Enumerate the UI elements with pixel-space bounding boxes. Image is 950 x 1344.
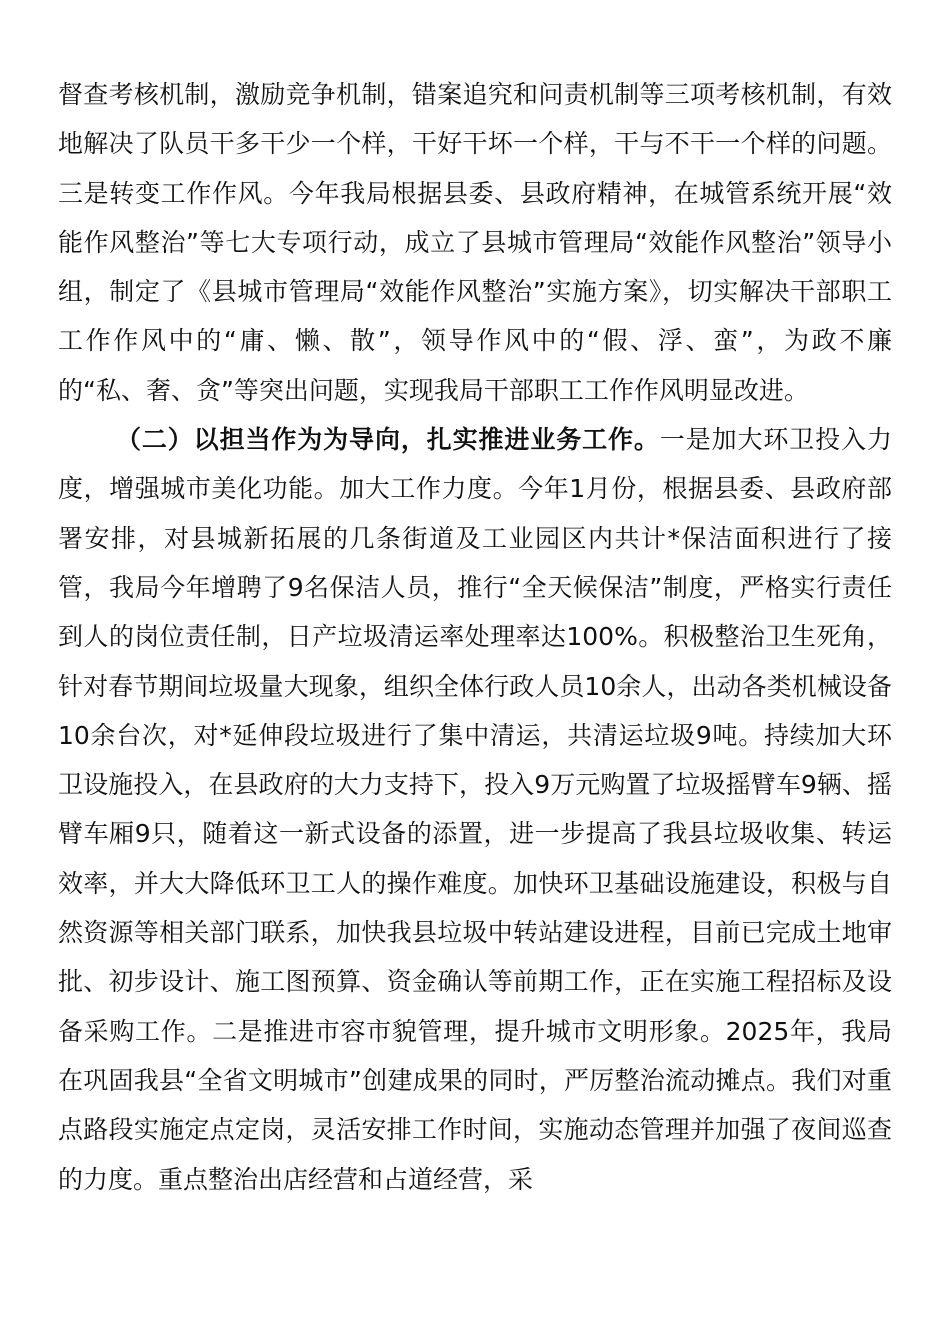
section-heading: （二）以担当作为为导向，扎实推进业务工作。 — [116, 425, 660, 455]
paragraph-continuation — [58, 70, 892, 415]
paragraph-section-two — [58, 415, 892, 1204]
paragraph-text: 督查考核机制，激励竞争机制，错案追究和问责机制等三项考核机制，有效地解决了队员干多干少一个样，干好干坏一个样，干与不干一个样的问题。三是转变工作作风。今年我局根据县委、县政府精神，在城管系统开展“效能作风整治”等七大专项行动，成立了县城市管理局“效能作风整治”领导小组，制定了《县城市管理局“效能作风整治”实施方案》，切实解决干部职工工作作风中的“庸、懒、散”，领导作风中的“假、浮、蛮”，为政不廉的“私、奢、贪”等突出问题，实现我局干部职工工作作风明显改进。 — [58, 80, 892, 405]
document-body — [58, 70, 892, 1204]
paragraph-text: 一是加大环卫投入力度，增强城市美化功能。加大工作力度。今年1月份，根据县委、县政府部署安排，对县城新拓展的几条街道及工业园区内共计*保洁面积进行了接管，我局今年增聘了9名保洁人员，推行“全天候保洁”制度，严格实行责任到人的岗位责任制，日产垃圾清运率处理率达100%。积极整治卫生死角，针对春节期间垃圾量大现象，组织全体行政人员10余人，出动各类机械设备10余台次，对*延伸段垃圾进行了集中清运，共清运垃圾9吨。持续加大环卫设施投入，在县政府的大力支持下，投入9万元购置了垃圾摇臂车9辆、摇臂车厢9只，随着这一新式设备的添置，进一步提高了我县垃圾收集、转运效率，并大大降低环卫工人的操作难度。加快环卫基础设施建设，积极与自然资源等相关部门联系，加快我县垃圾中转站建设进程，目前已完成土地审批、初步设计、施工图预算、资金确认等前期工作，正在实施工程招标及设备采购工作。二是推进市容市貌管理，提升城市文明形象。2025年，我局在巩固我县“全省文明城市”创建成果的同时，严厉整治流动摊点。我们对重点路段实施定点定岗，灵活安排工作时间，实施动态管理并加强了夜间巡查的力度。重点整治出店经营和占道经营，采 — [58, 425, 892, 1194]
